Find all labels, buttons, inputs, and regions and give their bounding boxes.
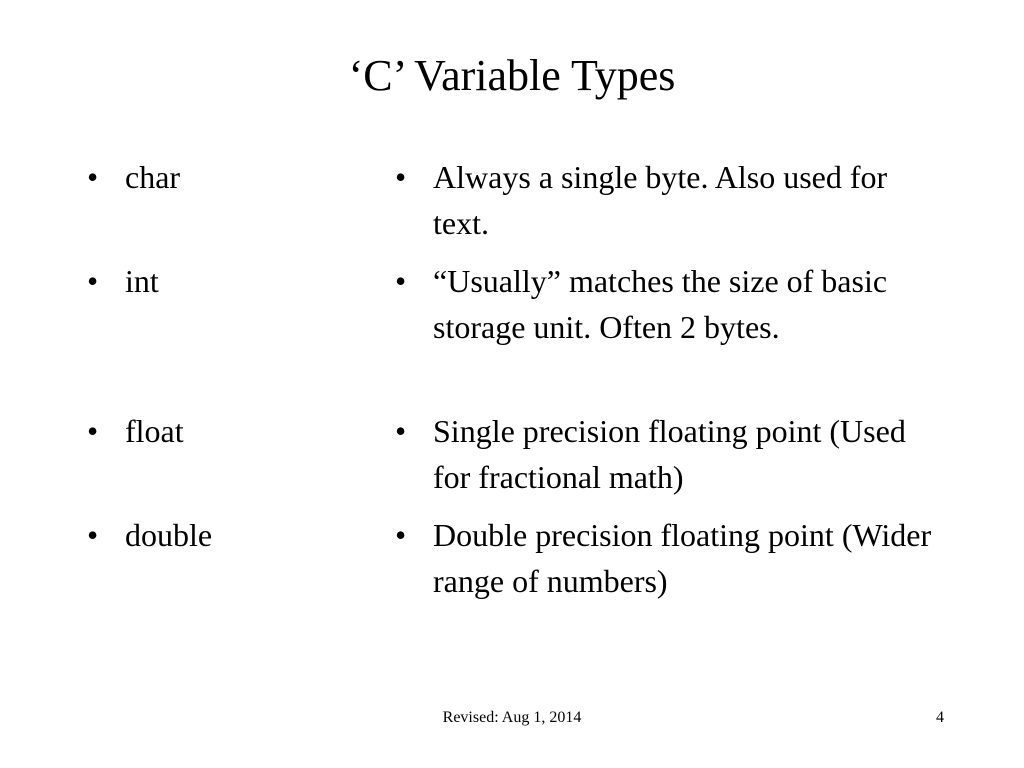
slide-title: ‘C’ Variable Types <box>348 51 676 100</box>
bullet-icon: • <box>395 413 407 449</box>
bullet-icon: • <box>87 159 99 195</box>
list-item-char <box>80 154 380 246</box>
variable-type-description: Single precision floating point (Used for fractional math) <box>433 413 906 495</box>
bullet-icon: • <box>395 263 407 299</box>
list-item-float <box>80 408 380 500</box>
variable-type-description: Double precision floating point (Wider range of numbers) <box>433 517 932 599</box>
list-item-int <box>80 258 380 396</box>
list-item-double <box>80 512 380 604</box>
variable-type-name: float <box>125 413 184 449</box>
list-item-float-description <box>388 408 948 500</box>
variable-type-name: int <box>125 263 159 299</box>
bullet-icon: • <box>87 413 99 449</box>
bullet-icon: • <box>87 517 99 553</box>
list-item-double-description <box>388 512 948 604</box>
footer-revised-date: Revised: Aug 1, 2014 <box>442 709 582 726</box>
variable-type-description: Always a single byte. Also used for text. <box>433 159 888 241</box>
left-column-variable-names <box>80 154 380 604</box>
variable-type-name: char <box>125 159 181 195</box>
right-column-descriptions <box>388 154 948 604</box>
bullet-icon: • <box>395 159 407 195</box>
page-number: 4 <box>936 709 944 726</box>
variable-type-name: double <box>125 517 213 553</box>
bullet-icon: • <box>395 517 407 553</box>
bullet-icon: • <box>87 263 99 299</box>
variable-type-description: “Usually” matches the size of basic storage unit. Often 2 bytes. <box>433 263 888 345</box>
list-item-char-description <box>388 154 948 246</box>
list-item-int-description <box>388 258 948 396</box>
